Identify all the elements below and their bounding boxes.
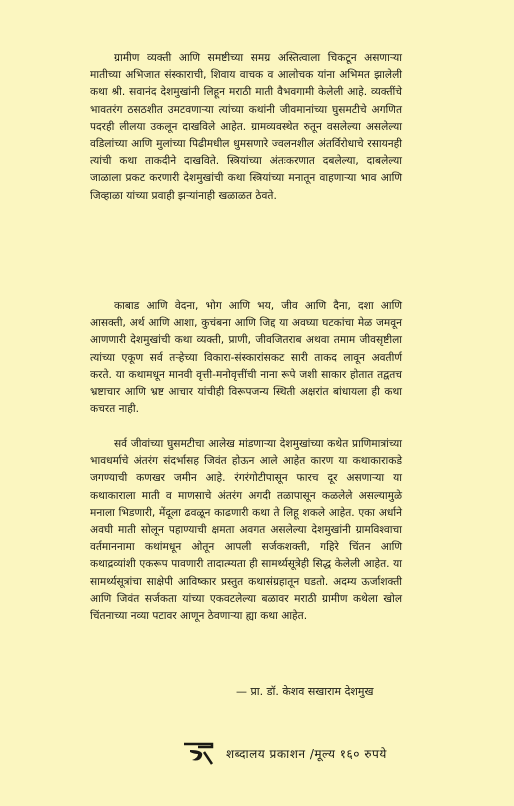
blurb-paragraph-2: काबाड आणि वेदना, भोग आणि भय, जीव आणि दैना, दशा आणि आसक्ती, अर्थ आणि आशा, कुचंबना आणि जिद्द या अवघ्या घटकांचा मेळ जमवून आणणारी देशमुखांची कथा व्यक्ती, प्राणी, जीवजितराब अथवा तमाम जीवसृष्टीला त्यांच्या एकूण सर्व तऱ्हेच्या विकारा-संस्कारांसकट सारी ताकद लावून अवतीर्ण करते. या कथामधून मानवी वृत्ती-मनोवृत्तींची नाना रूपे जशी साकार होतात तद्वतच भ्रष्टाचार आणि भ्रष्ट आचार यांचीही विरूपजन्य स्थिती अक्षरांत बांधायला ही कथा कचरत नाही.: [90, 300, 402, 416]
publisher-logo-icon: [180, 738, 216, 768]
blurb-paragraph-3: सर्व जीवांच्या घुसमटीचा आलेख मांडणाऱ्या देशमुखांच्या कथेत प्राणिमात्रांच्या भावधर्माचे अंतरंग संदर्भासह जिवंत होऊन आले आहेत कारण या कथाकाराकडे जगण्याची कणखर जमीन आहे. रंगरंगोटीपासून फारच दूर असणाऱ्या या कथाकाराला माती व माणसाचे अंतरंग अगदी तळापासून कळलेले असल्यामुळे मनाला भिडणारी, मेंदूला ढवळून काढणारी कथा ते लिहू शकले आहेत. एका अर्धाने अवघी माती सोलून पहाण्याची क्षमता अवगत असलेल्या देशमुखांनी ग्रामविश्वाचा वर्तमाननामा कथांमधून ओतून आपली सर्जकशक्ती, गहिरे चिंतन आणि कथाद्रव्यांशी एकरूप पावणारी तादात्म्यता ही सामर्थ्यसूत्रेही सिद्ध केलेली आहेत. या सामर्थ्यसूत्रांचा साक्षेपी आविष्कार प्रस्तुत कथासंग्रहातून घडतो. अदम्य ऊर्जाशक्ती आणि जिवंत सर्जकता यांच्या एकवटलेल्या बळावर मराठी ग्रामीण कथेला खोल चिंतनाच्या नव्या पटावर आणून ठेवणाऱ्या ह्या कथा आहेत.: [90, 438, 402, 623]
publisher-footer: [180, 738, 387, 768]
author-attribution: — प्रा. डॉ. केशव सखाराम देशमुख: [236, 685, 374, 698]
blurb-paragraph-1: ग्रामीण व्यक्ती आणि समष्टीच्या समग्र अस्तित्वाला चिकटून असणाऱ्या मातीच्या अभिजात संस्काराची, शिवाय वाचक व आलोचक यांना अभिमत झालेली कथा श्री. सवानंद देशमुखांनी लिहून मराठी माती वैभवगामी केलेली आहे. व्यक्तींचे भावतरंग ठसठशीत उमटवणाऱ्या त्यांच्या कथांनी जीवमानांच्या घुसमटीचे अगणित पदरही लीलया उकलून दाखविले आहेत. ग्रामव्यवस्थेत रुतून वसलेल्या असलेल्या वडिलांच्या आणि मुलांच्या पिढीमधील धुमसणारे ज्वलनशील अंतर्विरोधाचे रसायनही त्यांची कथा ताकदीने दाखविते. स्त्रियांच्या अंतःकरणात दबलेल्या, दाबलेल्या जाळाला प्रकट करणारी देशमुखांची कथा स्त्रियांच्या मनातून वाहणाऱ्या भाव आणि जिव्हाळा यांच्या प्रवाही झऱ्यांनाही खळाळत ठेवते.: [90, 52, 402, 202]
publisher-price-text: शब्दालय प्रकाशन /मूल्य १६० रुपये: [226, 746, 387, 761]
